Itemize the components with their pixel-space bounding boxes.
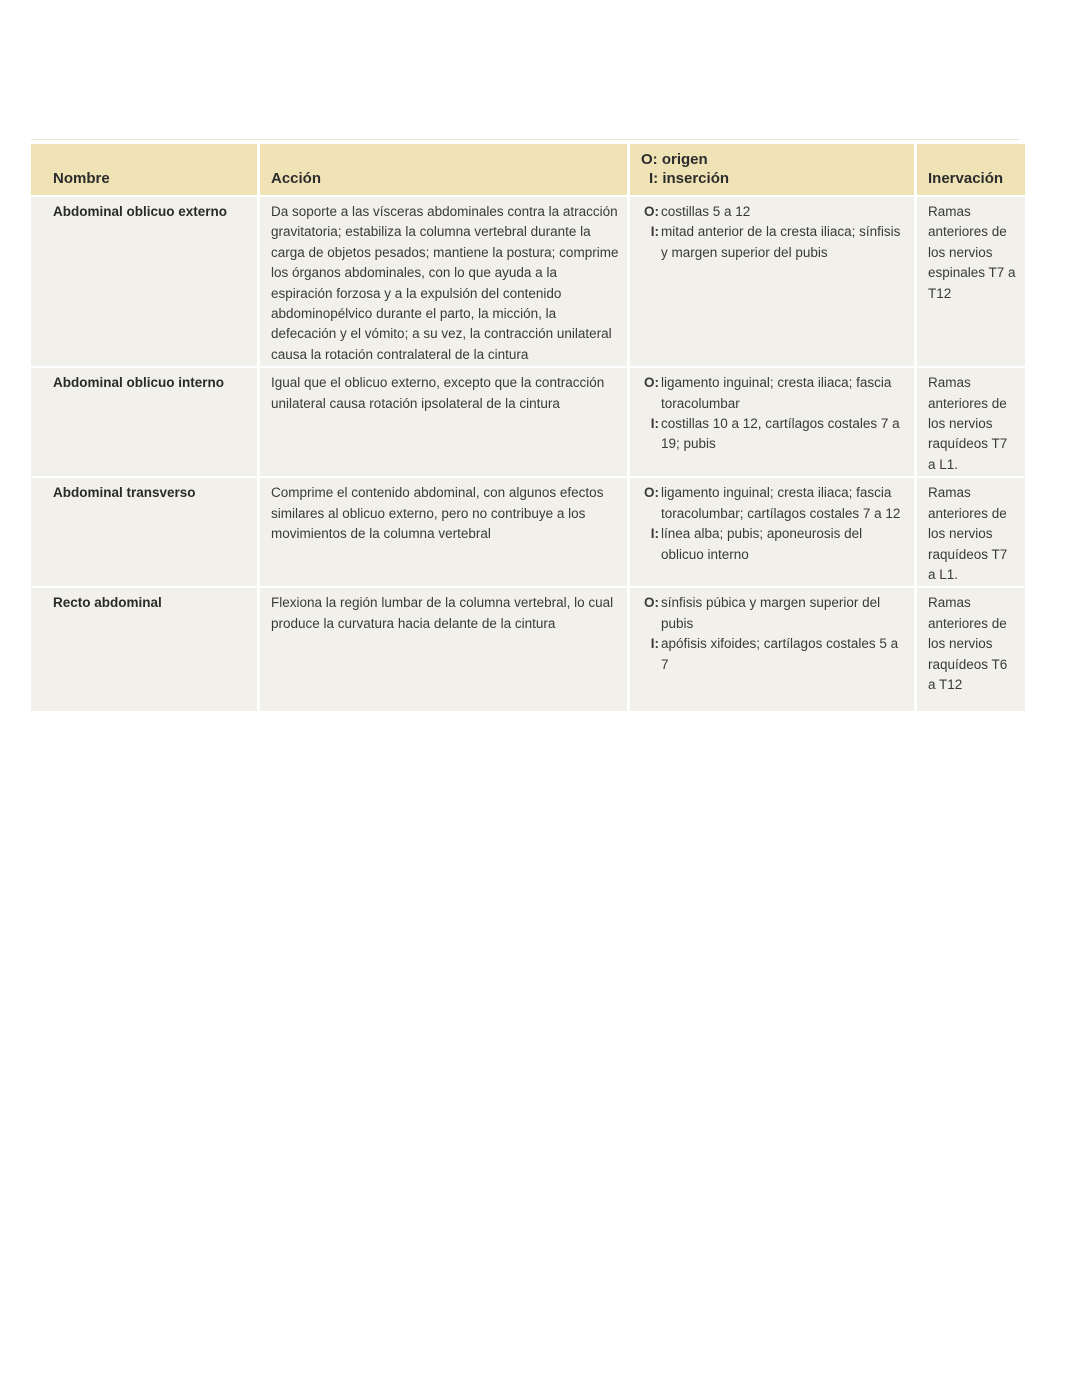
origen-text: ligamento inguinal; cresta iliaca; fascia toracolumbar — [661, 375, 892, 411]
table-row — [31, 588, 1025, 711]
origen-line — [641, 202, 906, 222]
cell-inervacion: Ramas anteriores de los nervios raquídeos T6 a T12 — [917, 588, 1025, 711]
cell-inervacion: Ramas anteriores de los nervios raquídeos T7 a L1. — [917, 478, 1025, 586]
origen-text: costillas 5 a 12 — [661, 204, 751, 219]
table-header-row — [31, 144, 1025, 195]
insercion-key: I: — [650, 526, 659, 542]
cell-nombre: Abdominal transverso — [31, 478, 257, 586]
table-row — [31, 478, 1025, 586]
header-nombre: Nombre — [31, 144, 257, 195]
insercion-text: apófisis xifoides; cartílagos costales 5 a 7 — [661, 636, 899, 672]
cell-origen-insercion — [630, 478, 914, 586]
insercion-line — [641, 222, 906, 263]
origen-line — [641, 483, 906, 524]
table-row — [31, 368, 1025, 476]
origen-text: sínfisis púbica y margen superior del pubis — [661, 595, 881, 631]
table-top-rule — [31, 139, 1019, 140]
cell-inervacion: Ramas anteriores de los nervios raquídeos T7 a L1. — [917, 368, 1025, 476]
cell-accion: Da soporte a las vísceras abdominales contra la atracción gravitatoria; estabiliza la columna vertebral durante la carga de objetos pesados; mantiene la postura; comprime los órganos abdominales, con lo que ayuda a la espiración forzosa y a la expulsión del contenido abdominopélvico durante el parto, la micción, la defecación y el vómito; a su vez, la contracción unilateral causa la rotación contralateral de la cintura — [260, 197, 627, 366]
insercion-text: costillas 10 a 12, cartílagos costales 7 a 19; pubis — [661, 416, 900, 452]
cell-accion: Comprime el contenido abdominal, con algunos efectos similares al oblicuo externo, pero no contribuye a los movimientos de la columna vertebral — [260, 478, 627, 586]
header-origen: O: origen — [641, 151, 708, 168]
origen-key: O: — [644, 204, 659, 219]
header-origen-insercion — [630, 144, 914, 195]
insercion-line — [641, 414, 906, 455]
origen-key: O: — [644, 485, 659, 501]
insercion-text: mitad anterior de la cresta iliaca; sínfisis y margen superior del pubis — [661, 224, 901, 260]
origen-line — [641, 373, 906, 414]
cell-inervacion: Ramas anteriores de los nervios espinales T7 a T12 — [917, 197, 1025, 366]
cell-origen-insercion — [630, 368, 914, 476]
cell-origen-insercion — [630, 588, 914, 711]
insercion-text: línea alba; pubis; aponeurosis del oblicuo interno — [661, 526, 863, 562]
cell-nombre: Recto abdominal — [31, 588, 257, 711]
origen-line — [641, 593, 906, 634]
header-accion: Acción — [260, 144, 627, 195]
origen-key: O: — [644, 595, 659, 611]
header-insercion: I: inserción — [649, 170, 730, 187]
cell-accion: Igual que el oblicuo externo, excepto que la contracción unilateral causa rotación ipsolateral de la cintura — [260, 368, 627, 476]
cell-accion: Flexiona la región lumbar de la columna vertebral, lo cual produce la curvatura hacia delante de la cintura — [260, 588, 627, 711]
origen-text: ligamento inguinal; cresta iliaca; fascia toracolumbar; cartílagos costales 7 a 12 — [661, 485, 901, 521]
insercion-key: I: — [650, 416, 659, 432]
insercion-key: I: — [650, 636, 659, 652]
muscle-table — [28, 142, 1028, 713]
insercion-line — [641, 634, 906, 675]
origen-key: O: — [644, 375, 659, 391]
cell-nombre: Abdominal oblicuo interno — [31, 368, 257, 476]
table-row — [31, 197, 1025, 366]
cell-nombre: Abdominal oblicuo externo — [31, 197, 257, 366]
insercion-key: I: — [650, 224, 659, 240]
insercion-line — [641, 524, 906, 565]
header-inervacion: Inervación — [917, 144, 1025, 195]
cell-origen-insercion — [630, 197, 914, 366]
